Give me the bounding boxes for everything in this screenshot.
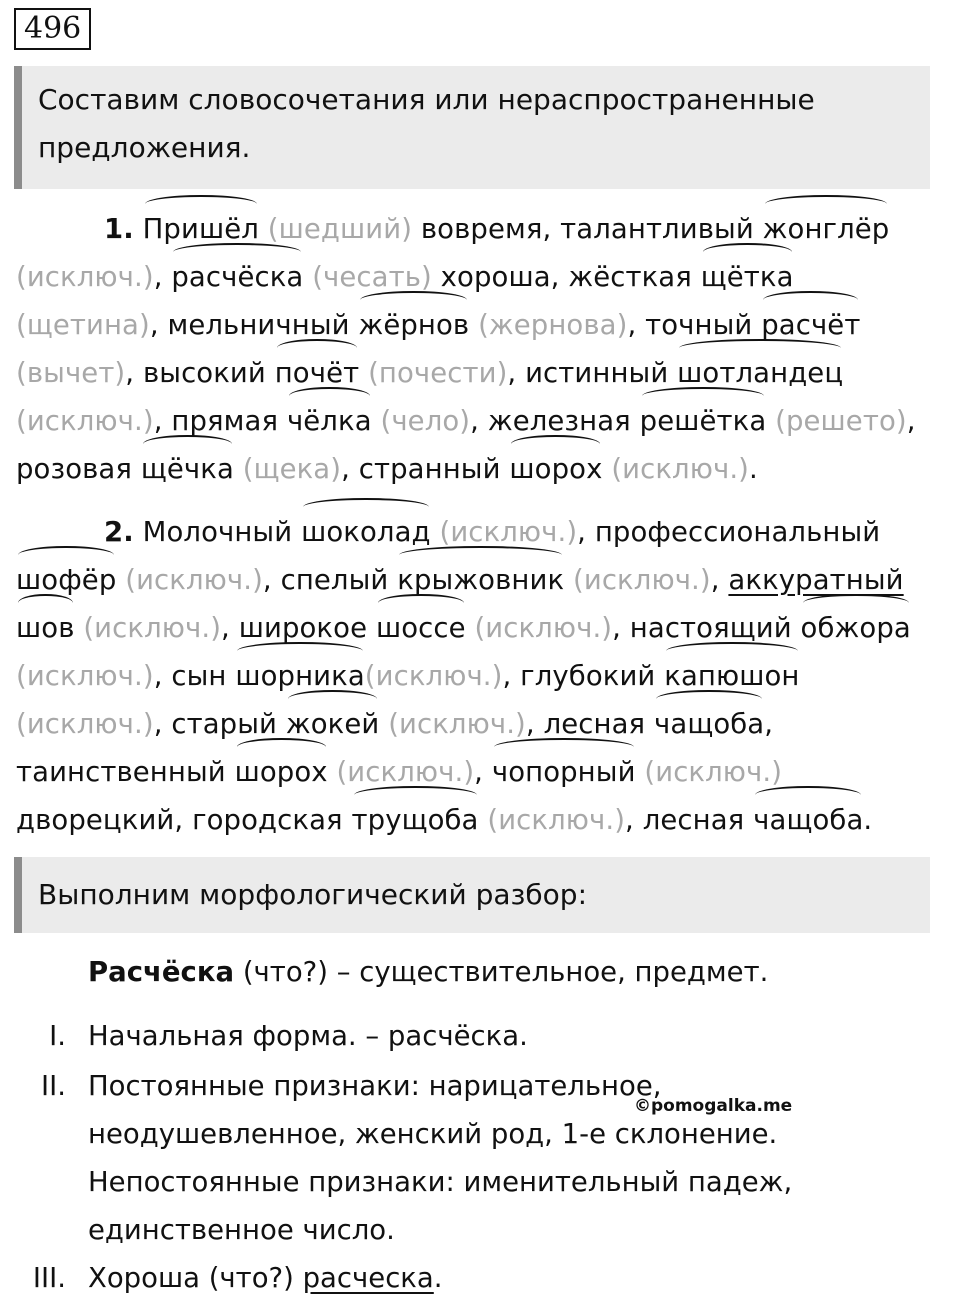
root-word: жёрнов [358,301,469,349]
root-word: щёчка [141,445,234,493]
morph-list [16,1012,936,1302]
line-tail: . [433,1262,443,1294]
plain-text: дворецкий, городская [16,804,352,836]
list-line: единственное число. [88,1214,395,1246]
plain-text: , истинный [507,357,678,389]
root-word: расчёт [761,301,860,349]
hint-text: (исключ.) [16,261,154,293]
hint-text: (исключ.) [364,660,503,692]
plain-text [234,453,243,485]
hint-text: (исключ.) [16,660,154,692]
hint-text: (исключ.) [487,804,626,836]
hint-text: (исключ.) [474,612,613,644]
plain-text [303,261,312,293]
hint-text: (исключ.) [644,756,783,788]
part2-paragraph [16,508,936,844]
plain-text: , железная [470,405,640,437]
underlined-word: аккуратный [728,564,904,596]
plain-text: , точный [627,309,762,341]
line-text: Хороша (что?) [88,1262,303,1294]
hint-text: (жернова) [478,309,628,341]
plain-text: . [749,453,758,485]
root-word: шоколад [301,508,431,556]
root-word: чопорный [492,748,636,796]
root-word: жокей [286,700,380,748]
plain-text: Молочный [142,516,302,548]
plain-text [372,405,381,437]
list-line: неодушевленное, женский род, 1-е склонение. [88,1118,778,1150]
hint-text: (исключ.) [83,612,222,644]
list-line [88,1254,936,1302]
list-item [16,1012,936,1060]
plain-text [602,453,611,485]
plain-text: хороша, жёсткая [431,261,701,293]
root-word: Пришёл [143,205,259,253]
root-word: обжора [801,604,911,652]
hint-text: (исключ.) [336,756,475,788]
plain-text [564,564,573,596]
hint-text: (чесать) [312,261,432,293]
plain-text [359,357,368,389]
hint-text: (решето) [775,405,907,437]
plain-text: , лесная [625,804,754,836]
root-word: щётка [701,253,794,301]
root-word: капюшон [664,652,799,700]
hint-text: (исключ.) [388,708,526,740]
plain-text: , [153,261,172,293]
plain-text: вовремя, талантливый [412,213,763,245]
root-word: расчёска [171,253,303,301]
plain-text: , настоящий [612,612,801,644]
hint-text: (исключ.) [611,453,749,485]
list-line: Непостоянные признаки: именительный падеж, [88,1166,793,1198]
plain-text [259,213,268,245]
root-word: шотландец [677,349,843,397]
root-word: шорника [235,652,364,700]
hint-text: (вычет) [16,357,126,389]
root-word: решётка [640,397,767,445]
plain-text [766,405,775,437]
plain-text [379,708,388,740]
roman-numeral: I. [49,1020,66,1052]
hint-text: (исключ.) [573,564,711,596]
list-line: Постоянные признаки: нарицательное, [88,1070,662,1102]
hint-text: (исключ.) [16,405,154,437]
list-item [16,1254,936,1302]
plain-text: , профессиональный [577,516,881,548]
root-word: шофёр [16,556,116,604]
plain-text: , [474,756,492,788]
morph-note: Выполним морфологический разбор: [14,857,930,933]
part2-number: 2. [104,516,134,548]
roman-numeral: III. [32,1262,66,1294]
task-number: 496 [14,8,91,50]
morph-word: Расчёска [88,956,235,988]
hint-text: (почести) [368,357,508,389]
part1-paragraph [16,205,936,493]
hint-text: (щетина) [16,309,150,341]
part1-text [16,213,916,485]
hint-text: (исключ.) [125,564,263,596]
list-line: Начальная форма. – расчёска. [88,1020,528,1052]
hint-text: (шедший) [267,213,413,245]
root-word: крыжовник [397,556,564,604]
plain-text: , широкое [221,612,376,644]
hint-text: (исключ.) [439,516,578,548]
list-item [16,1062,936,1254]
root-word: шорох [235,748,328,796]
plain-text: , высокий [125,357,275,389]
underlined-word: расческа [302,1262,434,1294]
plain-text: . [863,804,873,836]
root-word: шорох [509,445,602,493]
plain-text: , [710,564,729,596]
root-word: чёлка [287,397,372,445]
part2-text [16,516,911,836]
plain-text [469,309,478,341]
roman-numeral: II. [41,1070,66,1102]
root-word: шов [16,604,75,652]
morph-rest: (что?) – существительное, предмет. [234,956,769,988]
plain-text: , старый [153,708,286,740]
plain-text: , спелый [262,564,398,596]
plain-text: , глубокий [502,660,665,692]
root-word: чащоба [654,700,764,748]
hint-text: (исключ.) [16,708,154,740]
watermark: ©pomogalka.me [634,1096,793,1116]
root-word: шоссе [376,604,466,652]
plain-text [116,564,125,596]
plain-text: , прямая [153,405,287,437]
plain-text: , таинственный [16,708,774,788]
root-word: трущоба [352,796,479,844]
plain-text: , странный [341,453,510,485]
plain-text: , мельничный [149,309,359,341]
intro-note: Составим словосочетания или нераспространенные предложения. [14,66,930,189]
root-word: чащоба [753,796,863,844]
plain-text: , лесная [525,708,655,740]
morph-heading [88,952,768,992]
hint-text: (щека) [242,453,342,485]
plain-text: , розовая [16,405,916,485]
root-word: жонглёр [763,205,890,253]
root-word: почёт [275,349,360,397]
plain-text: , сын [153,660,236,692]
part1-number: 1. [104,213,134,245]
hint-text: (чело) [380,405,471,437]
